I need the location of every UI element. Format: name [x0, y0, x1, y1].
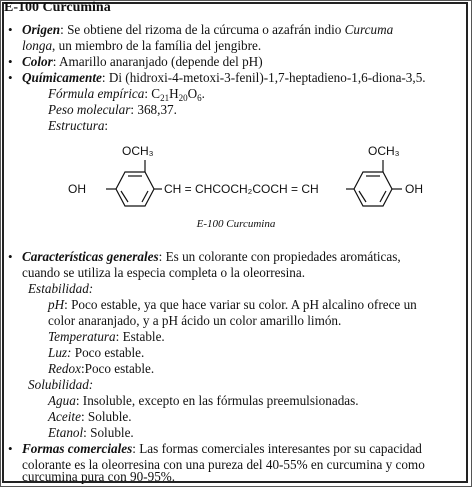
etanol-label: Etanol [48, 425, 84, 440]
color-line [22, 54, 263, 70]
formula-h: H [169, 86, 179, 101]
estabilidad-heading: Estabilidad: [28, 281, 94, 296]
etanol-text: : Soluble. [83, 425, 134, 440]
redox-text: :Poco estable. [80, 361, 155, 376]
caracteristicas-line-1 [22, 249, 401, 265]
caracteristicas-text-1: : Es un colorante con propiedades aromáticas, [158, 249, 401, 264]
peso-text: : 368,37. [130, 102, 177, 117]
formas-line-1 [22, 441, 422, 457]
origen-text-2: , un miembro de la família del jengibre. [52, 38, 262, 53]
aceite-line [48, 409, 132, 425]
origen-species-2: longa [22, 38, 53, 53]
left-och3-label: OCH₃ [122, 144, 154, 158]
chain-label: CH = CHCOCH₂COCH = CH [164, 182, 319, 196]
right-oh-label: OH [405, 182, 423, 196]
ph-label: pH [48, 297, 65, 312]
ph-text-1: : Poco estable, ya que hace variar su color. A pH alcalino ofrece un [64, 297, 417, 312]
estructura-colon: : [104, 118, 109, 133]
estructura-line [48, 118, 108, 134]
ph-line-2: color anaranjado, y a pH ácido un color amarillo limón. [48, 313, 342, 328]
formula-o-sub: 6 [197, 93, 202, 103]
formas-line-2: colorante es la oleorresina con una pureza del 40-55% en curcumina y como [22, 457, 425, 472]
temperatura-text: : Estable. [115, 329, 165, 344]
formula-c: : C [144, 86, 161, 101]
caracteristicas-label: Características generales [22, 249, 159, 264]
formula-o: O [187, 86, 198, 101]
caracteristicas-line-2: cuando se utiliza la especia completa o la oleorresina. [22, 265, 306, 280]
origen-species-1: Curcuma [344, 22, 394, 37]
bullet-dot: • [8, 22, 13, 37]
temperatura-line [48, 329, 165, 345]
origen-label: Origen [22, 22, 61, 37]
origen-line-2 [22, 38, 261, 54]
right-benzene-ring [346, 160, 402, 206]
origen-text: : Se obtiene del rizoma de la cúrcuma o azafrán indio [60, 22, 345, 37]
etanol-line [48, 425, 134, 441]
redox-line [48, 361, 154, 377]
origen-line-1 [22, 22, 393, 38]
structure-caption: E-100 Curcumina [196, 218, 276, 230]
luz-line [48, 345, 144, 361]
aceite-label: Aceite [48, 409, 81, 424]
aceite-text: : Soluble. [80, 409, 132, 424]
ph-line-1 [48, 297, 417, 313]
solubilidad-heading: Solubilidad: [28, 377, 94, 392]
formas-text-1: : Las formas comerciales interesantes por su capacidad [132, 441, 422, 456]
agua-text: : Insoluble, excepto en las fórmulas preemulsionadas. [75, 393, 359, 408]
redox-label: Redox [48, 361, 81, 376]
color-text: : Amarillo anaranjado (depende del pH) [52, 54, 263, 69]
quimicamente-label: Químicamente [22, 70, 102, 85]
quimicamente-text: : Di (hidroxi-4-metoxi-3-fenil)-1,7-heptadieno-1,6-diona-3,5. [101, 70, 426, 85]
bullet-dot: • [8, 249, 13, 264]
left-benzene-ring [106, 160, 162, 206]
formula-h-sub: 20 [178, 93, 188, 103]
formula-label: Fórmula empírica [48, 86, 145, 101]
formas-line-3: curcumina pura con 90-95%. [22, 469, 176, 484]
bullet-dot: • [8, 54, 13, 69]
agua-label: Agua [48, 393, 76, 408]
left-oh-label: OH [68, 182, 86, 196]
peso-label: Peso molecular [48, 102, 131, 117]
bullet-dot: • [8, 441, 13, 456]
temperatura-label: Temperatura [48, 329, 116, 344]
agua-line [48, 393, 359, 409]
formas-label: Formas comerciales [22, 441, 133, 456]
formula-end: . [201, 86, 205, 101]
peso-line [48, 102, 177, 118]
estructura-label: Estructura [48, 118, 105, 133]
bullet-dot: • [8, 70, 13, 85]
quimicamente-line [22, 70, 426, 86]
right-och3-label: OCH₃ [368, 144, 400, 158]
luz-text: Poco estable. [71, 345, 145, 360]
color-label: Color [22, 54, 53, 69]
formula-c-sub: 21 [160, 93, 170, 103]
luz-label: Luz: [48, 345, 72, 360]
page-title: E-100 Curcumina [4, 0, 111, 15]
